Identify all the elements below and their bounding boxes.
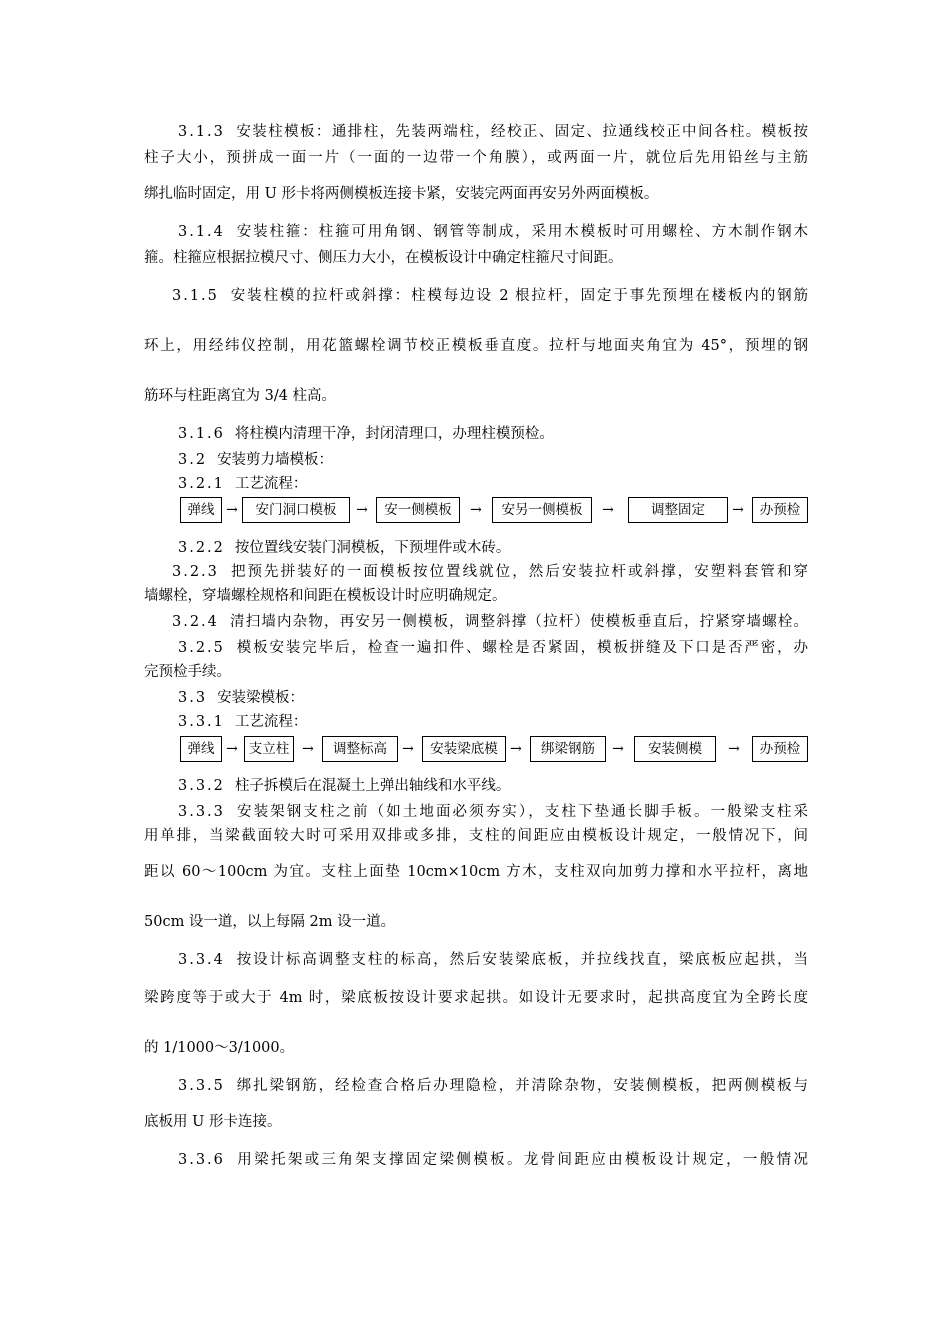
para-323-line-1: 3.2.3 把预先拼装好的一面模板按位置线就位，然后安装拉杆或斜撑，安塑料套管和穿 bbox=[172, 564, 808, 580]
para-325-line-2: 完预检手续。 bbox=[144, 664, 231, 680]
section-number: 3.3.3 bbox=[178, 804, 225, 820]
wall-process-flow bbox=[178, 497, 808, 525]
section-number: 3.1.6 bbox=[178, 426, 225, 442]
para-313-line-2: 柱子大小，预拼成一面一片（一面的一边带一个角膜），或两面一片，就位后先用铅丝与主筋 bbox=[144, 150, 808, 166]
section-number: 3.2.4 bbox=[172, 614, 219, 630]
section-number: 3.2.5 bbox=[178, 640, 225, 656]
arrow-right-icon: → bbox=[302, 741, 314, 757]
para-335-line-2: 底板用 U 形卡连接。 bbox=[144, 1114, 282, 1130]
para-334-line-1: 3.3.4 按设计标高调整支柱的标高，然后安装梁底板，并拉线找直，梁底板应起拱，当 bbox=[178, 952, 808, 968]
para-315-line-2: 环上，用经纬仪控制，用花篮螺栓调节校正模板垂直度。拉杆与地面夹角宜为 45°，预埋的钢 bbox=[144, 338, 808, 354]
para-322: 3.2.2 按位置线安装门洞模板，下预埋件或木砖。 bbox=[178, 540, 511, 556]
para-334-line-3: 的 1/1000～3/1000。 bbox=[144, 1040, 295, 1056]
flow-step: 办预检 bbox=[752, 736, 808, 762]
para-331: 3.3.1 工艺流程： bbox=[178, 714, 308, 730]
arrow-right-icon: → bbox=[728, 741, 740, 757]
para-313-line-3: 绑扎临时固定，用 U 形卡将两侧模板连接卡紧，安装完两面再安另外两面模板。 bbox=[144, 186, 659, 202]
arrow-right-icon: → bbox=[510, 741, 522, 757]
para-334-line-2: 梁跨度等于或大于 4m 时，梁底板按设计要求起拱。如设计无要求时，起拱高度宜为全跨长度 bbox=[144, 990, 808, 1006]
arrow-right-icon: → bbox=[356, 502, 368, 518]
section-number: 3.2.2 bbox=[178, 540, 225, 556]
section-number: 3.1.5 bbox=[172, 288, 219, 304]
para-323-line-2: 墙螺栓，穿墙螺栓规格和间距在模板设计时应明确规定。 bbox=[144, 588, 507, 604]
arrow-right-icon: → bbox=[602, 502, 614, 518]
arrow-right-icon: → bbox=[226, 741, 238, 757]
section-number: 3.2 bbox=[178, 452, 208, 468]
flow-step: 安一侧模板 bbox=[376, 497, 460, 523]
flow-step: 安装梁底模 bbox=[422, 736, 506, 762]
section-number: 3.3.6 bbox=[178, 1152, 225, 1168]
para-333-line-4: 50cm 设一道，以上每隔 2m 设一道。 bbox=[144, 914, 396, 930]
para-333-line-3: 距以 60～100cm 为宜。支柱上面垫 10cm×10cm 方木，支柱双向加剪力撑和水平拉杆，离地 bbox=[144, 864, 808, 880]
flow-step: 办预检 bbox=[752, 497, 808, 523]
heading-33: 3.3 安装梁模板： bbox=[178, 690, 305, 706]
section-number: 3.2.3 bbox=[172, 564, 219, 580]
section-number: 3.3.5 bbox=[178, 1078, 225, 1094]
para-316: 3.1.6 将柱模内清理干净，封闭清理口，办理柱模预检。 bbox=[178, 426, 554, 442]
flow-step: 调整标高 bbox=[322, 736, 398, 762]
heading-32: 3.2 安装剪力墙模板： bbox=[178, 452, 334, 468]
arrow-right-icon: → bbox=[732, 502, 744, 518]
flow-step: 调整固定 bbox=[628, 497, 728, 523]
para-315-line-1: 3.1.5 安装柱模的拉杆或斜撑：柱模每边设 2 根拉杆，固定于事先预埋在楼板内的钢筋 bbox=[172, 288, 808, 304]
para-314-line-1: 3.1.4 安装柱箍：柱箍可用角钢、钢管等制成，采用木模板时可用螺栓、方木制作钢木 bbox=[178, 224, 808, 240]
flow-step: 弹线 bbox=[180, 736, 222, 762]
arrow-right-icon: → bbox=[612, 741, 624, 757]
arrow-right-icon: → bbox=[226, 502, 238, 518]
para-325-line-1: 3.2.5 模板安装完毕后，检查一遍扣件、螺栓是否紧固，模板拼缝及下口是否严密，办 bbox=[178, 640, 808, 656]
flow-step: 弹线 bbox=[180, 497, 222, 523]
para-333-line-1: 3.3.3 安装架钢支柱之前（如土地面必须夯实），支柱下垫通长脚手板。一般梁支柱采 bbox=[178, 804, 808, 820]
flow-step: 安装侧模 bbox=[634, 736, 716, 762]
para-335-line-1: 3.3.5 绑扎梁钢筋，经检查合格后办理隐检，并清除杂物，安装侧模板，把两侧模板与 bbox=[178, 1078, 808, 1094]
para-336-line-1: 3.3.6 用梁托架或三角架支撑固定梁侧模板。龙骨间距应由模板设计规定，一般情况 bbox=[178, 1152, 808, 1168]
flow-step: 支立柱 bbox=[244, 736, 294, 762]
section-number: 3.3.2 bbox=[178, 778, 225, 794]
para-324: 3.2.4 清扫墙内杂物，再安另一侧模板，调整斜撑（拉杆）使模板垂直后，拧紧穿墙螺栓。 bbox=[172, 614, 808, 630]
arrow-right-icon: → bbox=[470, 502, 482, 518]
arrow-right-icon: → bbox=[402, 741, 414, 757]
flow-step: 绑梁钢筋 bbox=[530, 736, 606, 762]
section-number: 3.3 bbox=[178, 690, 208, 706]
flow-step: 安门洞口模板 bbox=[242, 497, 350, 523]
para-313-line-1: 3.1.3 安装柱模板：通排柱，先装两端柱，经校正、固定、拉通线校正中间各柱。模板按 bbox=[178, 124, 808, 140]
section-number: 3.1.3 bbox=[178, 124, 225, 140]
para-333-line-2: 用单排，当梁截面较大时可采用双排或多排，支柱的间距应由模板设计规定，一般情况下，间 bbox=[144, 828, 808, 844]
para-321: 3.2.1 工艺流程： bbox=[178, 476, 308, 492]
section-number: 3.2.1 bbox=[178, 476, 225, 492]
para-314-line-2: 箍。柱箍应根据拉模尺寸、侧压力大小，在模板设计中确定柱箍尺寸间距。 bbox=[144, 250, 623, 266]
section-number: 3.3.4 bbox=[178, 952, 225, 968]
para-315-line-3: 筋环与柱距离宜为 3/4 柱高。 bbox=[144, 388, 337, 404]
beam-process-flow bbox=[178, 736, 808, 764]
section-number: 3.1.4 bbox=[178, 224, 225, 240]
para-332: 3.3.2 柱子拆模后在混凝土上弹出轴线和水平线。 bbox=[178, 778, 511, 794]
section-number: 3.3.1 bbox=[178, 714, 225, 730]
flow-step: 安另一侧模板 bbox=[492, 497, 592, 523]
